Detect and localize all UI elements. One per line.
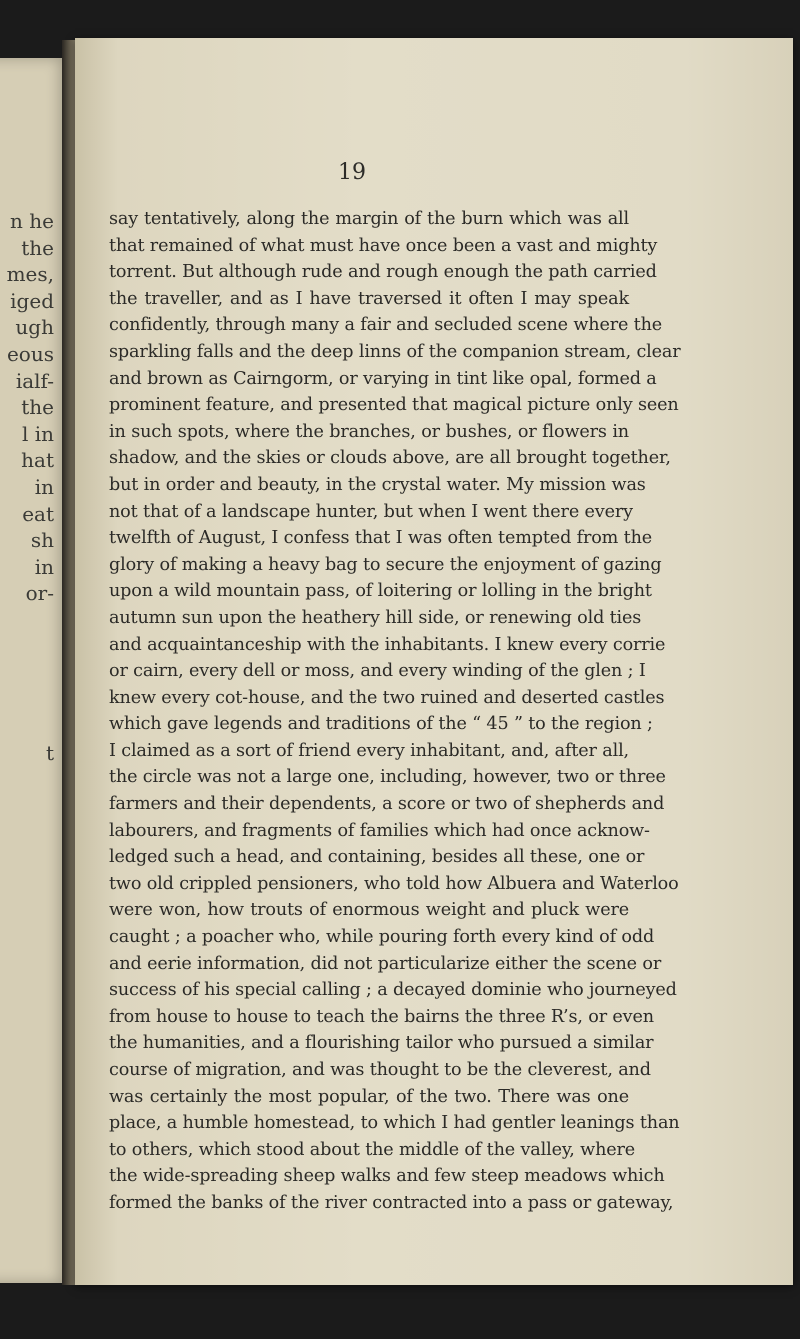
facing-page-fragment: hat <box>21 448 54 473</box>
facing-page-fragment <box>0 660 60 687</box>
text-line: and eerie information, did not particularize either the scene or <box>109 953 662 974</box>
facing-page-fragment: sh <box>30 528 54 553</box>
facing-page-fragment: n he <box>10 209 54 233</box>
facing-page-text <box>0 208 60 766</box>
facing-page-fragment <box>0 687 60 714</box>
text-line: were won, how trouts of enormous weight and pluck were <box>109 900 629 921</box>
text-line: from house to house to teach the bairns the three R’s, or even <box>109 1006 654 1027</box>
text-line: the circle was not a large one, including, however, two or three <box>109 767 666 788</box>
text-line: to others, which stood about the middle of the valley, where <box>109 1139 636 1160</box>
text-line: course of migration, and was thought to be the cleverest, and <box>109 1060 651 1080</box>
text-line: formed the banks of the river contracted into a pass or gateway, <box>109 1192 674 1213</box>
text-line: ledged such a head, and containing, besides all these, one or <box>109 847 645 868</box>
text-line: the humanities, and a flourishing tailor who pursued a similar <box>109 1033 654 1054</box>
text-line: I claimed as a sort of friend every inhabitant, and, after all, <box>109 740 629 761</box>
text-line: glory of making a heavy bag to secure the enjoyment of gazing <box>109 554 662 575</box>
page-body-text <box>109 206 681 1217</box>
text-line: in such spots, where the branches, or bushes, or flowers in <box>109 421 629 442</box>
text-line: place, a humble homestead, to which I had gentler leanings than <box>109 1113 680 1134</box>
facing-page-fragment <box>0 713 60 740</box>
facing-page-fragment: t <box>45 740 54 765</box>
facing-page-fragment: the <box>21 235 54 260</box>
text-line: that remained of what must have once been a vast and mighty <box>109 235 658 256</box>
text-line: caught ; a poacher who, while pouring forth every kind of odd <box>109 927 655 948</box>
text-line: say tentatively, along the margin of the burn which was all <box>109 209 629 229</box>
text-line: and brown as Cairngorm, or varying in tint like opal, formed a <box>109 368 657 389</box>
page-number: 19 <box>338 160 366 185</box>
text-line: two old crippled pensioners, who told how Albuera and Waterloo <box>109 873 679 894</box>
text-line: but in order and beauty, in the crystal water. My mission was <box>109 474 646 495</box>
text-line: torrent. But although rude and rough enough the path carried <box>109 262 657 283</box>
facing-page-fragment: eat <box>22 501 54 526</box>
facing-page-fragment <box>0 634 60 661</box>
facing-page-fragment: iged <box>10 288 54 313</box>
text-line: and acquaintanceship with the inhabitants. I knew every corrie <box>109 634 666 655</box>
facing-page-fragment: the <box>21 395 54 420</box>
text-line: shadow, and the skies or clouds above, are all brought together, <box>109 448 671 469</box>
text-line: prominent feature, and presented that magical picture only seen <box>109 395 679 416</box>
facing-page-fragment: ugh <box>15 315 54 340</box>
text-line: upon a wild mountain pass, of loitering or lolling in the bright <box>109 581 652 602</box>
text-line: farmers and their dependents, a score or two of shepherds and <box>109 794 665 815</box>
facing-page-fragment: l in <box>21 421 54 446</box>
text-line: was certainly the most popular, of the two. There was one <box>109 1086 629 1107</box>
facing-page-fragment: or- <box>25 581 54 606</box>
facing-page-fragment: mes, <box>6 262 54 287</box>
text-line: which gave legends and traditions of the “ 45 ” to the region ; <box>109 714 653 735</box>
text-line: the wide-spreading sheep walks and few steep meadows which <box>109 1166 665 1187</box>
text-line: not that of a landscape hunter, but when I went there every <box>109 501 633 522</box>
facing-page-fragment: in <box>34 554 54 579</box>
text-line: knew every cot-house, and the two ruined and deserted castles <box>109 687 665 708</box>
text-line: sparkling falls and the deep linns of the companion stream, clear <box>109 341 681 362</box>
facing-page-fragment <box>0 607 60 634</box>
text-line: labourers, and fragments of families which had once acknow- <box>109 820 650 841</box>
text-line: autumn sun upon the heathery hill side, or renewing old ties <box>109 607 642 628</box>
facing-page <box>0 58 70 1283</box>
text-line: the traveller, and as I have traversed it often I may speak <box>109 288 629 309</box>
text-line: or cairn, every dell or moss, and every winding of the glen ; I <box>109 661 646 682</box>
text-line: twelfth of August, I confess that I was often tempted from the <box>109 528 653 549</box>
facing-page-fragment: in <box>34 474 54 499</box>
facing-page-fragment: eous <box>6 341 54 366</box>
facing-page-fragment: ialf- <box>15 368 54 393</box>
text-line: success of his special calling ; a decayed dominie who journeyed <box>109 980 677 1001</box>
text-line: confidently, through many a fair and secluded scene where the <box>109 315 663 336</box>
